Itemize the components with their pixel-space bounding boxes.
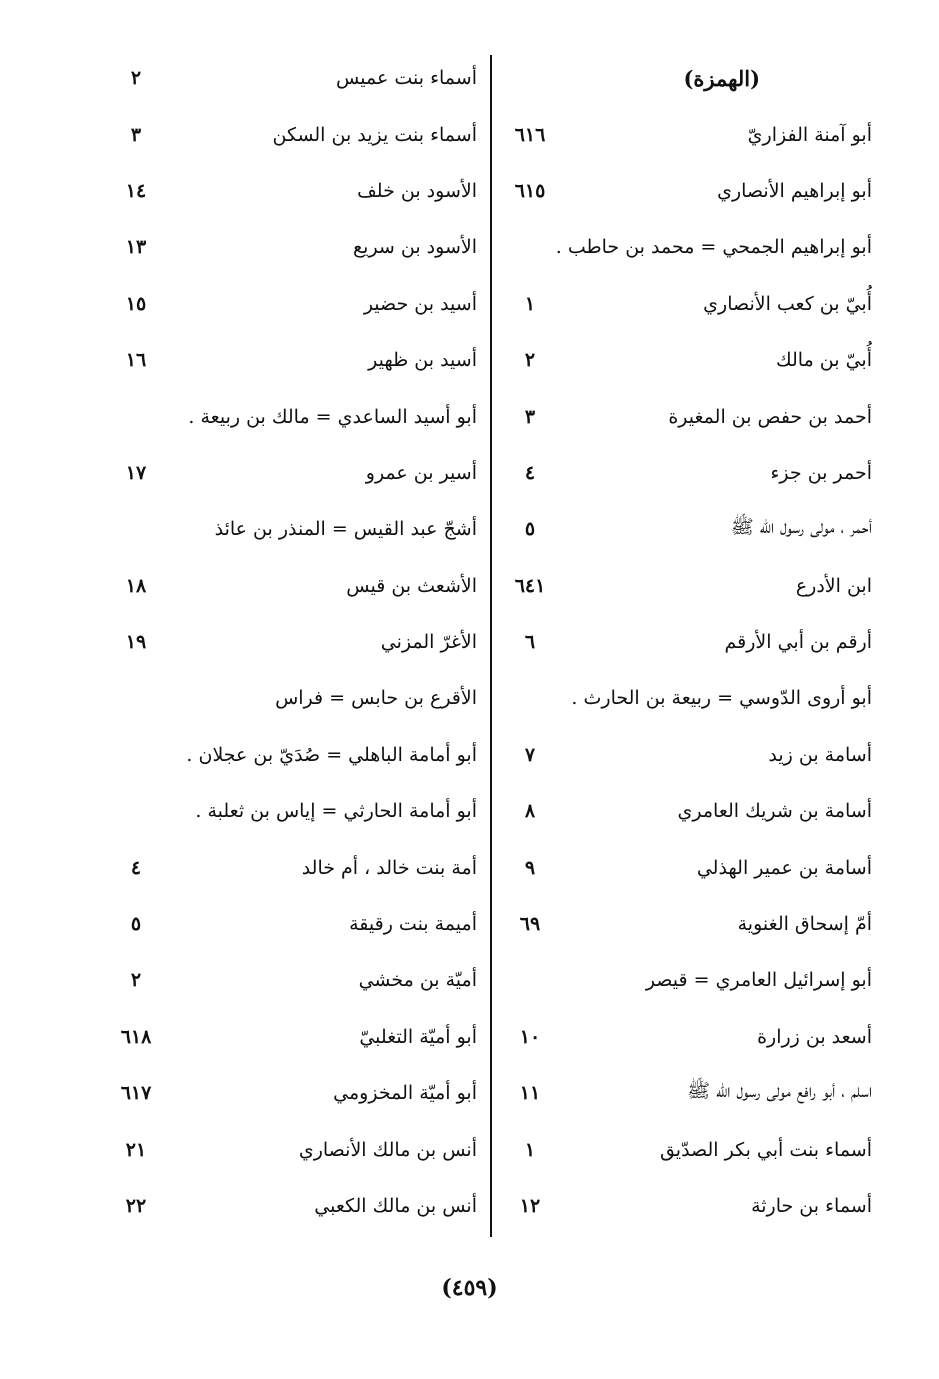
entry-name: أسيد بن ظهير bbox=[368, 349, 477, 372]
index-entry bbox=[100, 445, 485, 501]
entry-name: أسيد بن حضير bbox=[363, 292, 477, 315]
entry-name: أسامة بن زيد bbox=[768, 743, 872, 766]
index-entry bbox=[100, 896, 485, 952]
entry-name: أمّ إسحاق الغنوية bbox=[737, 913, 872, 936]
index-entry bbox=[100, 332, 485, 388]
index-entry bbox=[500, 501, 880, 557]
entry-name: أمة بنت خالد ، أم خالد bbox=[301, 856, 477, 879]
index-entry bbox=[500, 388, 880, 444]
entry-number: ١ bbox=[524, 1138, 536, 1161]
index-entry bbox=[500, 1121, 880, 1177]
index-entry bbox=[500, 614, 880, 670]
entry-name: أسماء بن حارثة bbox=[751, 1195, 872, 1217]
entry-number: ٦١٦ bbox=[514, 123, 546, 146]
entry-name: أنس بن مالك الكعبي bbox=[314, 1195, 477, 1217]
entry-number: ٢١ bbox=[125, 1138, 147, 1161]
entry-name: أحمر ، مولى رسول الله ﷺ bbox=[730, 516, 872, 539]
entry-name: أنس بن مالك الأنصاري bbox=[298, 1138, 477, 1161]
index-entry bbox=[100, 1065, 485, 1121]
page-number: (٤٥٩) bbox=[441, 1275, 498, 1301]
entry-name: اسلم ، أبو رافع مولى رسول الله ﷺ bbox=[687, 1080, 872, 1103]
entry-number: ١٩ bbox=[125, 631, 147, 654]
entry-number: ١٤ bbox=[125, 179, 147, 202]
entry-number: ١٨ bbox=[125, 574, 147, 597]
entry-name: الأسود بن سريع bbox=[353, 236, 477, 259]
entry-name: أرقم بن أبي الأرقم bbox=[724, 631, 872, 654]
entry-number: ٦١٥ bbox=[514, 179, 546, 202]
entry-number: ٦ bbox=[524, 631, 536, 654]
entry-number: ٧ bbox=[524, 743, 536, 766]
entry-name: أبو آمنة الفزاريّ bbox=[747, 123, 872, 146]
index-entry bbox=[100, 1009, 485, 1065]
entry-name: أحمر بن جزء bbox=[770, 461, 872, 484]
entry-number: ٣ bbox=[524, 405, 536, 428]
entry-name: ابن الأدرع bbox=[795, 574, 872, 597]
left-column bbox=[100, 50, 485, 1234]
index-entry bbox=[500, 219, 880, 275]
entry-name: أسير بن عمرو bbox=[365, 461, 477, 484]
entry-name: أسماء بنت يزيد بن السكن bbox=[272, 123, 477, 146]
entry-number: ١٢ bbox=[519, 1195, 541, 1217]
index-entry bbox=[500, 106, 880, 162]
entry-number: ٢ bbox=[130, 969, 142, 992]
entry-name: الأسود بن خلف bbox=[357, 179, 477, 202]
entry-name: أشجّ عبد القيس = المنذر بن عائذ bbox=[214, 518, 477, 541]
entry-name: أبو أمامة الحارثي = إياس بن ثعلبة . bbox=[195, 800, 477, 823]
entry-name: أسماء بنت أبي بكر الصدّيق bbox=[659, 1138, 872, 1161]
entry-number: ١١ bbox=[519, 1082, 541, 1105]
section-heading: (الهمزة) bbox=[683, 65, 760, 91]
index-entry bbox=[100, 388, 485, 444]
entry-name: أسماء بنت عميس bbox=[336, 67, 477, 90]
index-entry bbox=[100, 952, 485, 1008]
index-entry bbox=[100, 106, 485, 162]
entry-name: أحمد بن حفص بن المغيرة bbox=[668, 405, 872, 428]
entry-number: ٥ bbox=[524, 518, 536, 541]
entry-number: ١٠ bbox=[519, 1025, 541, 1048]
entry-name: الأشعث بن قيس bbox=[346, 574, 477, 597]
entry-number: ١٣ bbox=[125, 236, 147, 259]
index-entry bbox=[100, 558, 485, 614]
entry-number: ٤ bbox=[524, 461, 536, 484]
entry-number: ٢ bbox=[524, 349, 536, 372]
index-entry bbox=[100, 163, 485, 219]
entry-name: أبو أميّة المخزومي bbox=[333, 1082, 477, 1105]
index-entry bbox=[100, 614, 485, 670]
entry-name: أبو إبراهيم الأنصاري bbox=[717, 179, 872, 202]
index-entry bbox=[500, 839, 880, 895]
index-entry bbox=[500, 445, 880, 501]
index-entry bbox=[500, 558, 880, 614]
entry-name: أبو أمامة الباهلي = صُدَيّ بن عجلان . bbox=[186, 743, 477, 766]
column-divider bbox=[490, 55, 492, 1237]
entry-name: أبو إبراهيم الجمحي = محمد بن حاطب . bbox=[555, 236, 872, 259]
entry-number: ٢٢ bbox=[125, 1195, 147, 1217]
entry-number: ٣ bbox=[130, 123, 142, 146]
index-entry bbox=[500, 896, 880, 952]
entry-number: ٩ bbox=[524, 856, 536, 879]
index-entry bbox=[100, 501, 485, 557]
entry-number: ٥ bbox=[130, 913, 142, 936]
entry-name: أبو أسيد الساعدي = مالك بن ربيعة . bbox=[188, 405, 477, 428]
index-entry bbox=[100, 727, 485, 783]
entry-number: ١٥ bbox=[125, 292, 147, 315]
entry-name: أسعد بن زرارة bbox=[757, 1025, 872, 1048]
entry-number: ١٦ bbox=[125, 349, 147, 372]
entry-name: أُبيّ بن كعب الأنصاري bbox=[703, 292, 872, 315]
index-entry bbox=[100, 219, 485, 275]
entry-number: ٤ bbox=[130, 856, 142, 879]
index-entry bbox=[100, 839, 485, 895]
index-entry bbox=[500, 670, 880, 726]
index-entry bbox=[500, 783, 880, 839]
entry-number: ٦١٧ bbox=[120, 1082, 152, 1105]
entry-name: أميّة بن مخشي bbox=[358, 969, 477, 992]
entry-name: أُبيّ بن مالك bbox=[775, 349, 872, 372]
entry-number: ٦٤١ bbox=[514, 574, 546, 597]
entry-name: أبو أميّة التغلبيّ bbox=[359, 1025, 477, 1048]
index-entry bbox=[500, 1009, 880, 1065]
index-entry bbox=[100, 1178, 485, 1234]
entry-name: الأقرع بن حابس = فراس bbox=[275, 687, 477, 710]
entry-name: أبو أروى الدّوسي = ربيعة بن الحارث . bbox=[571, 687, 872, 710]
entry-number: ٢ bbox=[130, 67, 142, 90]
entry-name: أسامة بن عمير الهذلي bbox=[696, 856, 872, 879]
index-entry bbox=[500, 276, 880, 332]
entry-name: أسامة بن شريك العامري bbox=[677, 800, 872, 823]
entry-number: ٦١٨ bbox=[120, 1025, 152, 1048]
index-entry bbox=[500, 1065, 880, 1121]
entry-number: ٦٩ bbox=[519, 913, 541, 936]
index-entry bbox=[100, 276, 485, 332]
entry-name: أبو إسرائيل العامري = قيصر bbox=[645, 969, 872, 992]
index-entry bbox=[100, 1121, 485, 1177]
index-entry bbox=[500, 727, 880, 783]
entry-name: أميمة بنت رقيقة bbox=[349, 913, 477, 936]
index-entry bbox=[100, 783, 485, 839]
index-entry bbox=[500, 1178, 880, 1234]
index-entry bbox=[500, 332, 880, 388]
right-column bbox=[500, 50, 880, 1234]
index-entry bbox=[100, 50, 485, 106]
entry-name: الأغرّ المزني bbox=[380, 631, 477, 654]
heading-row bbox=[500, 50, 880, 106]
entry-number: ٨ bbox=[524, 800, 536, 823]
entry-number: ١٧ bbox=[125, 461, 147, 484]
index-entry bbox=[500, 952, 880, 1008]
entry-number: ١ bbox=[524, 292, 536, 315]
index-entry bbox=[500, 163, 880, 219]
index-entry bbox=[100, 670, 485, 726]
